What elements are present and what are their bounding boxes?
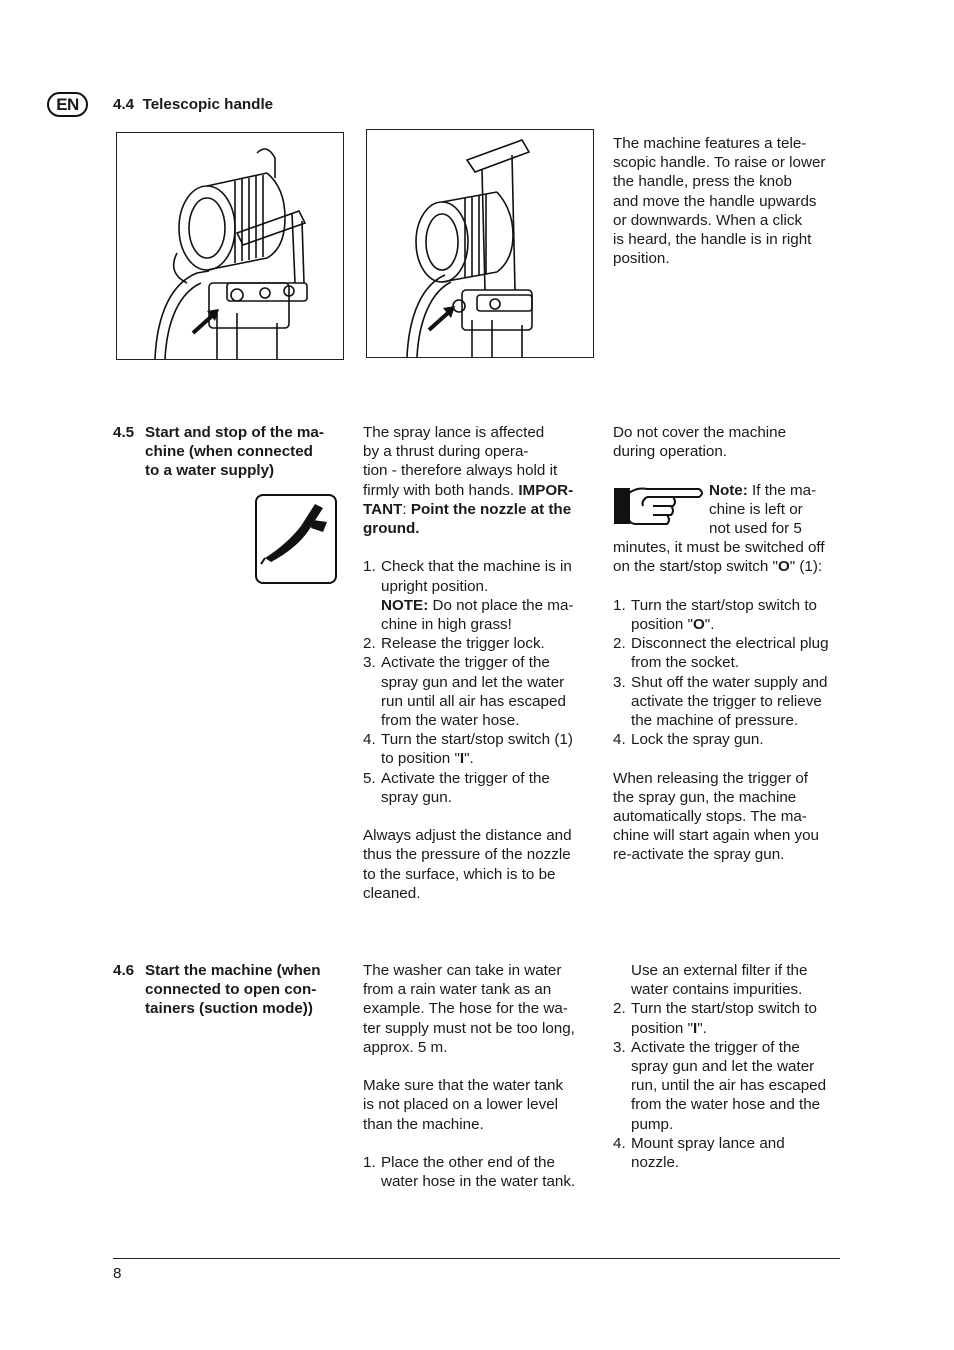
pressure-washer-drawing-raised: [367, 130, 593, 357]
page-number: 8: [113, 1265, 122, 1282]
stop-steps-list: [613, 596, 845, 750]
list-item: 4. Lock the spray gun.: [613, 731, 764, 749]
section-4-4-text: The machine features a tele- scopic handle. To raise or lower the handle, press the knob and move the handle upwards or downwards. When a click is heard, the handle is in right position.: [613, 135, 826, 268]
list-item: 2. Release the trigger lock.: [363, 635, 545, 653]
list-item: 1. Turn the start/stop switch to position "O".: [613, 596, 817, 633]
language-badge: EN: [47, 92, 88, 117]
spray-gun-icon: [255, 494, 337, 584]
illustration-handle-raised: [366, 129, 594, 358]
list-item: 3. Activate the trigger of the spray gun and let the water run until all air has escaped from the water hose.: [363, 654, 566, 730]
start-steps-list: [363, 557, 591, 807]
section-4-5-col1: The spray lance is affected by a thrust during opera- tion - therefore always hold it firmly with both hands. IMPOR- TANT: Point the nozzle at the ground. 1. Check that the machine is in upright position. NOTE: Do not place the ma- chine in high grass! 2. Release the trigger lock. 3. Activate the trigger of the spray gun and let the water run until all air has escaped from the water hose. 4. Turn the start/stop switch (1) to position "I". 5. Activate the trigger of the spray gun. Always adjust the distance and thus the pressure of the nozzle to the surface, which is to be cleaned.: [363, 423, 591, 903]
section-4-5-number: 4.5: [113, 424, 135, 441]
list-item: 1. Place the other end of the water hose in the water tank.: [363, 1154, 576, 1191]
list-item: 3. Shut off the water supply and activate the trigger to relieve the machine of pressure.: [613, 673, 828, 729]
spray-gun-graphic: [257, 496, 334, 581]
section-4-5-title: Start and stop of the ma- chine (when connected to a water supply): [145, 424, 324, 480]
list-item: 2. Disconnect the electrical plug from the socket.: [613, 635, 829, 672]
list-item: 1. Check that the machine is in upright position. NOTE: Do not place the ma- chine in high grass!: [363, 558, 574, 634]
list-item: 2. Turn the start/stop switch to position "I".: [613, 1000, 817, 1037]
pointing-hand-icon: [613, 483, 705, 529]
section-4-6-title: Start the machine (when connected to open con- tainers (suction mode)): [145, 962, 321, 1018]
suction-steps-list-a: [363, 1153, 595, 1191]
section-4-5-col2: Do not cover the machine during operation. Note: If the ma- chine is left or not used for 5 minutes, it must be switched off on the start/stop switch "O" (1): 1. Turn the start/stop switch to position "O". 2. Disconnect the electrical plug from the socket. 3. Shut off the water supply and activate the trigger to relieve the machine of pressure. 4. Lock the spray gun. When releasing the trigger of the spray gun, the machine automatically stops. The ma- chine will start again when you re-activate the spray gun.: [613, 423, 845, 865]
section-4-6-col1: The washer can take in water from a rain water tank as an example. The hose for the wa- ter supply must not be too long, approx. 5 m. Make sure that the water tank is not placed on a lower level than the machine. 1. Place the other end of the water hose in the water tank.: [363, 961, 595, 1191]
suction-steps-list-b: [613, 999, 845, 1172]
pressure-washer-drawing: [117, 133, 343, 359]
illustration-handle-lowered: [116, 132, 344, 360]
footer-rule: [113, 1258, 840, 1259]
section-4-6-col2: Use an external filter if the water contains impurities. 2. Turn the start/stop switch to position "I". 3. Activate the trigger of the spray gun and let the water run, until the air has escaped from the water hose and the pump. 4. Mount spray lance and nozzle.: [613, 961, 845, 1172]
list-item: 5. Activate the trigger of the spray gun.: [363, 769, 550, 806]
list-item: 4. Mount spray lance and nozzle.: [613, 1134, 785, 1172]
section-4-6-number: 4.6: [113, 962, 135, 979]
list-item: 4. Turn the start/stop switch (1) to position "I".: [363, 731, 573, 768]
section-title: Telescopic handle: [142, 96, 274, 113]
section-number: 4.4: [113, 96, 135, 113]
list-item: 3. Activate the trigger of the spray gun and let the water run, until the air has escaped from the water hose and the pump.: [613, 1038, 827, 1133]
section-4-4-heading: [113, 95, 273, 114]
